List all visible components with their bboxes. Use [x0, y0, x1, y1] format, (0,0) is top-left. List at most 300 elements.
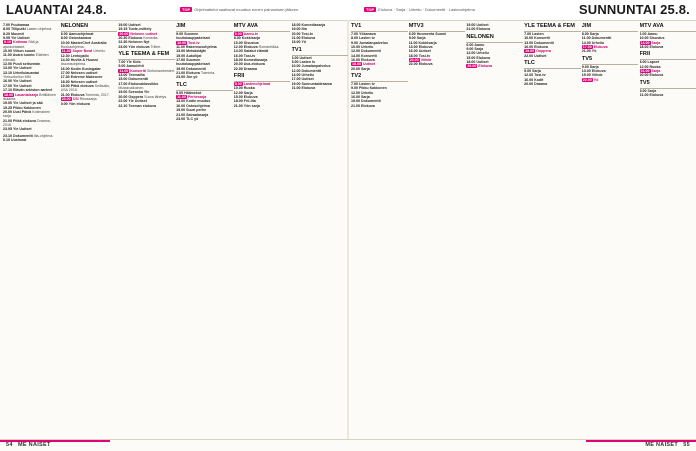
program-title: Jumalanpalvelus [359, 41, 388, 45]
program-time: 16.00 [3, 79, 12, 83]
program-time: 12.00 [3, 62, 12, 66]
program-time: 20.00 [292, 32, 301, 36]
program-time: 23.00 [176, 117, 185, 121]
program-time: 21.00 [640, 93, 649, 97]
program-title: Viihde [592, 73, 603, 77]
program-time: 10.00 [234, 41, 243, 45]
channel-section [3, 134, 60, 143]
program-title: Yön elokuva [128, 45, 149, 49]
program-time: 12.00 [466, 51, 475, 55]
program-title: Sarja [590, 65, 599, 69]
channel-name: MTV AVA [640, 23, 696, 32]
program-title: Avara luonto [13, 53, 35, 57]
program-title: Extreme Makeover [71, 75, 103, 79]
program-title: Urheilulauantai [13, 71, 39, 75]
program-title: Puoli seitsemän [13, 62, 40, 66]
program-time: 11.00 [409, 41, 418, 45]
channel-section [524, 60, 581, 86]
program-time: 23.00 [292, 40, 301, 44]
program-title: Dokumentti [361, 99, 381, 103]
program-entry [640, 45, 696, 49]
channel-section [3, 23, 60, 132]
program-time: 6.00 [61, 32, 68, 36]
program-time: 20.00 [234, 62, 243, 66]
program-title: Sarja [474, 47, 483, 51]
program-title: Uutiset [534, 54, 546, 58]
program-time: 22.00 [582, 78, 593, 82]
program-entry [118, 82, 175, 91]
program-title: Frii-ilta [244, 99, 256, 103]
program-title: Yle Kids [126, 60, 140, 64]
program-time: 20.00 [466, 64, 477, 68]
program-time: 18.00 [351, 62, 362, 66]
program-entry [292, 86, 349, 90]
channel-name: NELONEN [466, 34, 523, 43]
program-time: 14.30 [61, 58, 70, 62]
program-time: 10.00 [234, 86, 243, 90]
channel-section [234, 23, 291, 71]
listing-column [409, 21, 466, 437]
listing-column [176, 21, 233, 437]
program-description: Ruokaohjelma. [61, 45, 85, 49]
program-title: Urheilu [592, 41, 604, 45]
program-entry [234, 104, 291, 108]
program-title: Nelosen uutiset [71, 71, 98, 75]
program-description: Suora lähetys. [144, 95, 167, 99]
program-title: Komediasarja [302, 23, 326, 27]
channel-section [582, 56, 639, 82]
program-title: Elokuva [361, 58, 375, 62]
program-time: 11.00 [118, 69, 129, 73]
right-page-number: 55 [683, 442, 690, 448]
listing-column [3, 21, 60, 437]
program-time: 12.00 [524, 73, 533, 77]
program-entry [640, 93, 696, 97]
program-title: Lastenohjelmat [244, 82, 270, 86]
program-title: Rakennusohjelma [186, 45, 217, 49]
channel-name: NELONEN [61, 23, 118, 32]
program-time: 11.30 [61, 49, 72, 53]
program-title: Lentopallo [71, 54, 89, 58]
program-time: 18.00 [466, 60, 475, 64]
program-time: 13.10 [3, 71, 12, 75]
program-description: Rikossarja. [80, 97, 98, 101]
program-title: Teemailta [128, 73, 144, 77]
program-time: 7.00 [351, 32, 358, 36]
program-time: 21.00 [292, 36, 301, 40]
program-time: 23.00 [118, 45, 127, 49]
program-time: 19.00 [176, 108, 185, 112]
program-time: 20.00 [409, 58, 420, 62]
program-title: Sisustus [650, 36, 665, 40]
program-time: 10.00 [351, 45, 360, 49]
program-title: Jumalanpalvelus [302, 64, 331, 68]
program-entry [640, 73, 696, 77]
left-strap-text: Ohjelmatietot saattavat muuttua ennen painamisen jälkeen. [194, 7, 299, 12]
channel-name: TV2 [351, 73, 408, 82]
program-time: 10.00 [524, 36, 533, 40]
program-title: Nelosen uutiset [130, 32, 157, 36]
program-entry [466, 27, 523, 31]
program-title: Elokuva [419, 45, 433, 49]
channel-name: FRII [234, 73, 291, 82]
program-time: 15.00 [176, 54, 185, 58]
channel-section [351, 73, 408, 108]
program-time: 9.10 [3, 40, 12, 44]
program-time: 17.00 [3, 84, 12, 88]
program-title: Salatut elämät [244, 49, 268, 53]
program-time: 20.00 [118, 32, 129, 36]
program-title: Lasten tv [300, 60, 316, 64]
program-title: Huvila & Huussi [71, 58, 98, 62]
program-description: Yleisurheilun MM. [3, 75, 32, 79]
left-magazine-name: ME NAISET [18, 442, 51, 448]
program-title: Sarja [652, 69, 661, 73]
channel-name: TLC [176, 82, 233, 91]
channel-section [118, 23, 175, 49]
program-description: Urheilu. [93, 49, 105, 53]
program-title: Yön sarja [244, 104, 260, 108]
program-title: Elokuva [592, 69, 606, 73]
program-title: Tosi-tv [244, 54, 256, 58]
program-title: Suomen huutokauppakeisari [176, 58, 210, 66]
program-title: Komediasarja [244, 58, 268, 62]
program-time: 9.00 [640, 89, 647, 93]
program-time: 9.00 [409, 36, 416, 40]
program-time: 9.00 [524, 69, 531, 73]
program-title: Tuote-esittely [128, 27, 151, 31]
program-time: 12.00 [234, 45, 243, 49]
program-time: 20.00 [118, 95, 127, 99]
channel-section [466, 23, 523, 32]
program-title: Sarja [590, 32, 599, 36]
top-badge-left: TOP [180, 7, 192, 12]
program-time: 12.00 [640, 65, 649, 69]
right-magazine-name: ME NAISET [645, 442, 678, 448]
program-entry [409, 62, 466, 66]
page-header [0, 0, 696, 21]
program-title: Uutiset [419, 49, 431, 53]
program-time: 7.00 [118, 60, 125, 64]
program-title: Yle Uutiset [13, 84, 32, 88]
program-title: Yökanava [359, 32, 376, 36]
left-page-strap [180, 7, 299, 12]
program-title: Pikku Kakkonen [359, 86, 387, 90]
program-time: 8.20 [3, 32, 10, 36]
program-title: Urheilu [361, 91, 373, 95]
program-title: Aamulehti [126, 64, 143, 68]
channel-name: TV1 [351, 23, 408, 32]
channel-name: TV5 [582, 56, 639, 65]
channel-section [176, 23, 233, 80]
program-title: Pikku Kakkonen [13, 106, 41, 110]
channel-name: FRII [640, 51, 696, 60]
program-title: Elokuva [534, 45, 548, 49]
program-entry [3, 71, 60, 80]
program-title: CSI [73, 97, 79, 101]
program-time: 20.00 [3, 110, 12, 114]
program-title: Yle Uutiset [128, 99, 147, 103]
program-title: Lauantaisarja [15, 93, 38, 97]
program-time: 12.00 [351, 49, 360, 53]
program-time: 22.00 [234, 67, 243, 71]
program-title: Uutiset [476, 23, 488, 27]
program-title: Elävän arkiston aarteet [13, 88, 52, 92]
program-time: 22.00 [118, 99, 127, 103]
program-title: Aamu-tv [244, 32, 258, 36]
program-title: Yle Uutiset [13, 127, 32, 131]
program-entry [582, 78, 639, 82]
program-title: Konsertti [534, 36, 550, 40]
program-title: Uutiset [302, 77, 314, 81]
program-title: Pitkä elokuva [71, 84, 94, 88]
program-title: Tosi-tv [188, 41, 200, 45]
program-time: 23.10 [3, 134, 12, 138]
program-time: 6.00 [292, 56, 299, 60]
program-time: 21.00 [292, 86, 301, 90]
program-title: Ruoka [650, 65, 661, 69]
program-time: 19.00 [292, 27, 301, 31]
program-entry [61, 58, 118, 67]
program-entry [61, 84, 118, 93]
program-time: 19.00 [582, 73, 591, 77]
program-title: Nelonen Nyt [128, 40, 149, 44]
channel-section [640, 23, 696, 49]
program-time: 21.00 [351, 104, 360, 108]
program-time: 21.00 [176, 71, 185, 75]
program-time: 9.00 [582, 65, 589, 69]
program-entry [176, 75, 233, 79]
program-time: 16.00 [234, 54, 243, 58]
program-title: Dokumentti [302, 69, 322, 73]
channel-name: TV5 [640, 80, 696, 89]
program-entry [351, 67, 408, 71]
program-time: 9.05 [3, 36, 10, 40]
program-title: Dokumentti [186, 67, 206, 71]
program-title: Teeman elokuva [128, 104, 156, 108]
program-time: 8.00 [3, 27, 10, 31]
program-time: 6.00 [466, 43, 473, 47]
program-title: Puuhamaa [11, 23, 29, 27]
program-title: Ooppera [128, 95, 143, 99]
program-time: 19.00 [351, 99, 360, 103]
program-title: Elokuva [478, 64, 492, 68]
program-time: 6.00 [640, 32, 647, 36]
program-time: 16.00 [176, 104, 185, 108]
program-description: Romantiikka. [259, 45, 280, 49]
program-time: 9.00 [351, 86, 358, 90]
program-title: Sisustus [244, 41, 259, 45]
program-time: 21.00 [3, 119, 12, 123]
channel-section [351, 23, 408, 71]
program-title: Viikon suomi [13, 49, 35, 53]
program-title: Dokumentti [128, 77, 148, 81]
program-time: 16.00 [61, 67, 70, 71]
program-entry [524, 54, 581, 58]
program-time: 0.10 [3, 138, 10, 142]
program-time: 10.00 [3, 49, 12, 53]
program-title: Urheilu [361, 45, 373, 49]
channel-name: TV1 [292, 47, 349, 56]
program-title: Sarja [648, 89, 657, 93]
channel-section [176, 82, 233, 121]
program-time: 23.05 [3, 127, 12, 131]
program-time: 18.00 [640, 45, 649, 49]
program-time: 16.00 [640, 69, 651, 73]
program-description: Ilta-ohjelma. [34, 134, 54, 138]
program-title: Dokumentti [534, 41, 554, 45]
program-title: Urheilu [476, 51, 488, 55]
program-title: Lasten [532, 32, 544, 36]
listing-column [524, 21, 581, 437]
channel-section [61, 23, 118, 106]
program-title: Sarja [244, 91, 253, 95]
program-title: Elokuva [186, 71, 200, 75]
program-title: Elokuva [419, 62, 433, 66]
program-time: 15.00 [466, 56, 475, 60]
channel-section [118, 51, 175, 108]
program-time: 11.00 [176, 45, 185, 49]
program-time: 15.00 [118, 77, 127, 81]
program-entry [176, 117, 233, 121]
program-time: 22.10 [118, 104, 127, 108]
program-time: 14.00 [292, 73, 301, 77]
program-entry [3, 53, 60, 62]
program-time: 14.00 [582, 41, 591, 45]
program-time: 13.00 [409, 45, 418, 49]
program-time: 9.00 [118, 64, 125, 68]
program-time: 12.00 [351, 91, 360, 95]
program-entry [234, 67, 291, 71]
right-strap-text: Elokuva · Sarja · Urheilu · Dokumentti · Lastenohjelma [378, 7, 475, 12]
listing-column [292, 21, 349, 437]
right-page-day-title: SUNNUNTAI 25.8. [579, 2, 690, 17]
channel-section [582, 23, 639, 54]
program-title: Suomen huutokauppakeisari [176, 32, 210, 40]
page-footer [0, 439, 696, 451]
channel-name: YLE TEEMA & FEM [524, 23, 581, 32]
program-entry [3, 127, 60, 131]
program-time: 22.30 [118, 40, 127, 44]
program-time: 19.00 [466, 23, 475, 27]
program-time: 19.25 [3, 106, 12, 110]
program-title: Sarja [361, 67, 370, 71]
program-time: 16.00 [524, 78, 533, 82]
channel-section [409, 23, 466, 67]
program-title: Elokuva [71, 93, 85, 97]
program-entry [61, 41, 118, 50]
program-title: Elokuva [650, 45, 664, 49]
program-time: 12.30 [61, 54, 70, 58]
program-time: 18.00 [234, 99, 243, 103]
program-title: Tilliputki [11, 27, 26, 31]
program-time: 20.00 [640, 73, 649, 77]
program-time: 9.00 [176, 91, 183, 95]
program-entry [3, 110, 60, 119]
program-time: 8.00 [234, 82, 243, 86]
program-time: 7.00 [351, 82, 358, 86]
listing-column [351, 21, 408, 437]
right-accent-bar [586, 440, 696, 442]
program-title: Elokuva [244, 95, 258, 99]
program-title: Perhesarja [188, 95, 206, 99]
program-time: 17.00 [176, 58, 185, 62]
program-time: 18.00 [3, 93, 14, 97]
program-time: 18.00 [234, 58, 243, 62]
program-time: 20.00 [524, 82, 533, 86]
program-title: Tosi-tv [302, 32, 314, 36]
program-time: 12.00 [292, 69, 301, 73]
program-time: 21.00 [466, 27, 475, 31]
listing-column [234, 21, 291, 437]
program-title: Sairaalasarja [186, 113, 208, 117]
program-title: Sarja [532, 69, 541, 73]
program-time: 13.00 [118, 73, 127, 77]
channel-section [234, 73, 291, 108]
program-entry [118, 104, 175, 108]
program-time: 7.00 [524, 32, 531, 36]
program-time: 10.00 [61, 41, 70, 45]
program-entry [466, 64, 523, 68]
program-title: Elokuva [302, 86, 316, 90]
program-description: Asumisohjelma. [61, 62, 86, 66]
program-title: Elokuva [650, 73, 664, 77]
program-description: Trilleri. [151, 45, 162, 49]
program-title: Ava-elokuva [244, 62, 265, 66]
program-time: 8.00 [61, 36, 68, 40]
program-title: Kokkisarja [242, 36, 260, 40]
program-description: Draama, 2016. [3, 119, 51, 127]
program-time: 10.00 [292, 64, 301, 68]
program-title: Dokumentti [361, 49, 381, 53]
program-time: 18.00 [409, 54, 418, 58]
program-description: Toiminta, 2017. [85, 93, 109, 97]
program-title: Yle Uutiset [13, 66, 32, 70]
program-description: Toiminta. [201, 71, 215, 75]
program-title: Aamuohjelmat [69, 32, 94, 36]
program-title: Uutiset [128, 23, 140, 27]
program-title: Super Bowl [72, 49, 92, 53]
program-title: Lasten tv [359, 36, 375, 40]
program-time: 8.00 [582, 32, 589, 36]
program-description: Sää ja ajankohtaiset. [3, 40, 38, 48]
program-time: 13.00 [3, 66, 12, 70]
program-time: 17.00 [292, 77, 301, 81]
right-page-strap [364, 7, 475, 12]
program-time: 13.00 [176, 49, 185, 53]
listing-column [61, 21, 118, 437]
program-title: Sunnuntaidraama [302, 82, 332, 86]
program-entry [3, 138, 60, 142]
program-title: Ostosohjelma [186, 104, 210, 108]
program-time: 20.00 [351, 67, 360, 71]
program-time: 18.30 [61, 80, 70, 84]
program-title: Elokuva [476, 27, 490, 31]
program-time: 22.00 [524, 54, 533, 58]
channel-section [640, 80, 696, 98]
program-title: Sarja [417, 36, 426, 40]
listing-column [640, 21, 696, 437]
program-entry [351, 104, 408, 108]
program-title: Aamu [474, 43, 484, 47]
channel-name: MTV AVA [234, 23, 291, 32]
program-time: 11.00 [176, 95, 187, 99]
program-title: Dokumentti [13, 134, 33, 138]
program-time: 19.00 [3, 101, 12, 105]
program-time: 19.00 [176, 67, 185, 71]
channel-section [292, 47, 349, 91]
program-title: Kodin muutos [186, 99, 210, 103]
